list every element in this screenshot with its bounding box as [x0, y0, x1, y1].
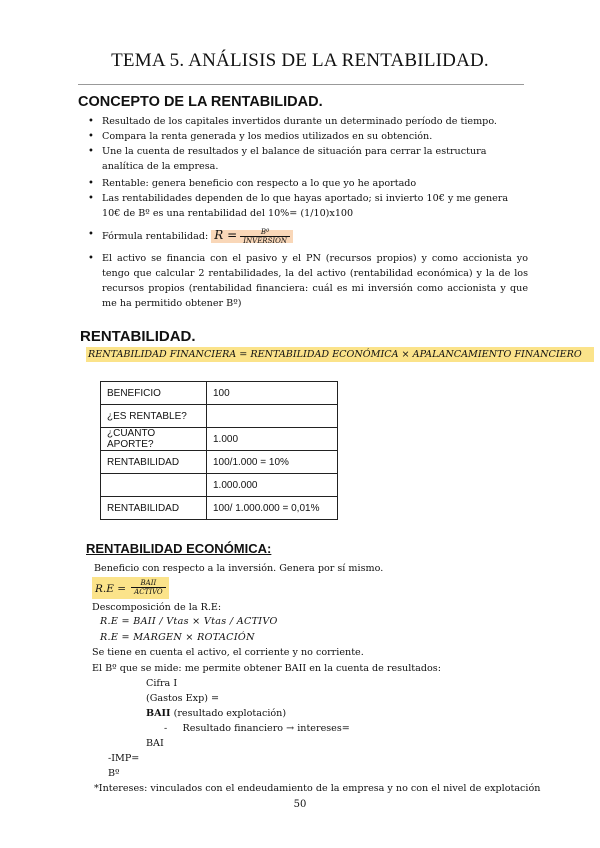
bullet-item: • Las rentabilidades dependen de lo que hayas aportado; si invierto 10€ y me genera 10€ de Bº es una rentabilidad del 10%= (1/10)x100: [88, 191, 528, 221]
section-heading-concepto: CONCEPTO DE LA RENTABILIDAD.: [78, 94, 323, 110]
table-row: [101, 497, 338, 520]
formula-fraction: [240, 228, 290, 245]
decomposition-label: Descomposición de la R.E:: [92, 602, 222, 613]
baii-label: BAII: [146, 708, 171, 719]
table-cell: ¿CUANTO APORTE?: [101, 428, 207, 451]
re-denominator: ACTIVO: [134, 588, 163, 596]
formula-numerator: Bº: [240, 228, 290, 237]
table-cell: 100/1.000 = 10%: [207, 451, 338, 474]
concepto-bullet-list: [88, 114, 528, 311]
footnote: *Intereses: vinculados con el endeudamiento de la empresa y no con el nivel de explotación: [94, 783, 541, 794]
table-row: [101, 428, 338, 451]
cuenta-baii: [146, 706, 286, 721]
bullet-item: • Compara la renta generada y los medios utilizados en su obtención.: [88, 129, 528, 144]
table-cell: 1.000: [207, 428, 338, 451]
re-formula: [92, 577, 169, 599]
section-heading-rentabilidad-economica: RENTABILIDAD ECONÓMICA:: [86, 541, 272, 556]
re-intro: Beneficio con respecto a la inversión. Genera por sí mismo.: [94, 563, 384, 574]
cuenta-imp: -IMP=: [108, 753, 140, 764]
section-heading-rentabilidad: RENTABILIDAD.: [80, 328, 196, 345]
text-line: El Bº que se mide: me permite obtener BAII en la cuenta de resultados:: [92, 663, 441, 674]
cuenta-bo: Bº: [108, 768, 120, 779]
table-row: [101, 451, 338, 474]
re-formula-lhs: R.E =: [95, 583, 127, 595]
table-row: [101, 474, 338, 497]
table-cell: RENTABILIDAD: [101, 497, 207, 520]
table-cell: [207, 405, 338, 428]
text-line: Se tiene en cuenta el activo, el corriente y no corriente.: [92, 647, 364, 658]
title-divider: [78, 84, 524, 85]
rentabilidad-table: [100, 381, 338, 520]
re-numerator: BAII: [131, 579, 166, 588]
bullet-item: • Resultado de los capitales invertidos durante un determinado período de tiempo.: [88, 114, 528, 129]
dash-marker: -: [164, 723, 168, 734]
table-cell: 1.000.000: [207, 474, 338, 497]
page-title: TEMA 5. ANÁLISIS DE LA RENTABILIDAD.: [111, 50, 489, 71]
decomposition-formula-2: R.E = MARGEN × ROTACIÓN: [100, 632, 255, 643]
formula-lhs: R =: [214, 228, 238, 242]
cuenta-resultado-financiero: [164, 721, 350, 736]
formula-denominator: INVERSIÓN: [243, 237, 287, 245]
decomposition-formula-1: R.E = BAII / Vtas × Vtas / ACTIVO: [100, 616, 278, 627]
cuenta-gastos: (Gastos Exp) =: [146, 693, 220, 704]
cuenta-bai: BAI: [146, 738, 164, 749]
table-cell: RENTABILIDAD: [101, 451, 207, 474]
table-cell: 100: [207, 382, 338, 405]
re-formula-fraction: [131, 579, 166, 596]
table-cell: [101, 474, 207, 497]
table-cell: 100/ 1.000.000 = 0,01%: [207, 497, 338, 520]
cuenta-cifra: Cifra I: [146, 678, 178, 689]
resultado-financiero-text: Resultado financiero → intereses=: [182, 723, 350, 734]
table-cell: BENEFICIO: [101, 382, 207, 405]
table-row: [101, 382, 338, 405]
bullet-item: • Rentable: genera beneficio con respecto a lo que yo he aportado: [88, 176, 528, 191]
table-row: [101, 405, 338, 428]
bullet-item: • El activo se financia con el pasivo y el PN (recursos propios) y como accionista yo tengo que calcular 2 rentabilidades, la del activo (rentabilidad económica) y la de los recursos propios (rentabilidad financiera: cuál es mi inversión como accionista y que me ha permitido obtener Bº): [88, 251, 528, 311]
rentabilidad-financiera-formula: RENTABILIDAD FINANCIERA = RENTABILIDAD ECONÓMICA × APALANCAMIENTO FINANCIERO: [86, 347, 594, 362]
bullet-item: • Une la cuenta de resultados y el balance de situación para cerrar la estructura analítica de la empresa.: [88, 144, 528, 174]
formula-label: Fórmula rentabilidad:: [102, 231, 209, 242]
baii-description: (resultado explotación): [170, 708, 287, 719]
page-number: 50: [293, 799, 307, 810]
rentabilidad-formula: [211, 230, 293, 243]
bullet-item-formula: [88, 224, 528, 248]
table-cell: ¿ES RENTABLE?: [101, 405, 207, 428]
